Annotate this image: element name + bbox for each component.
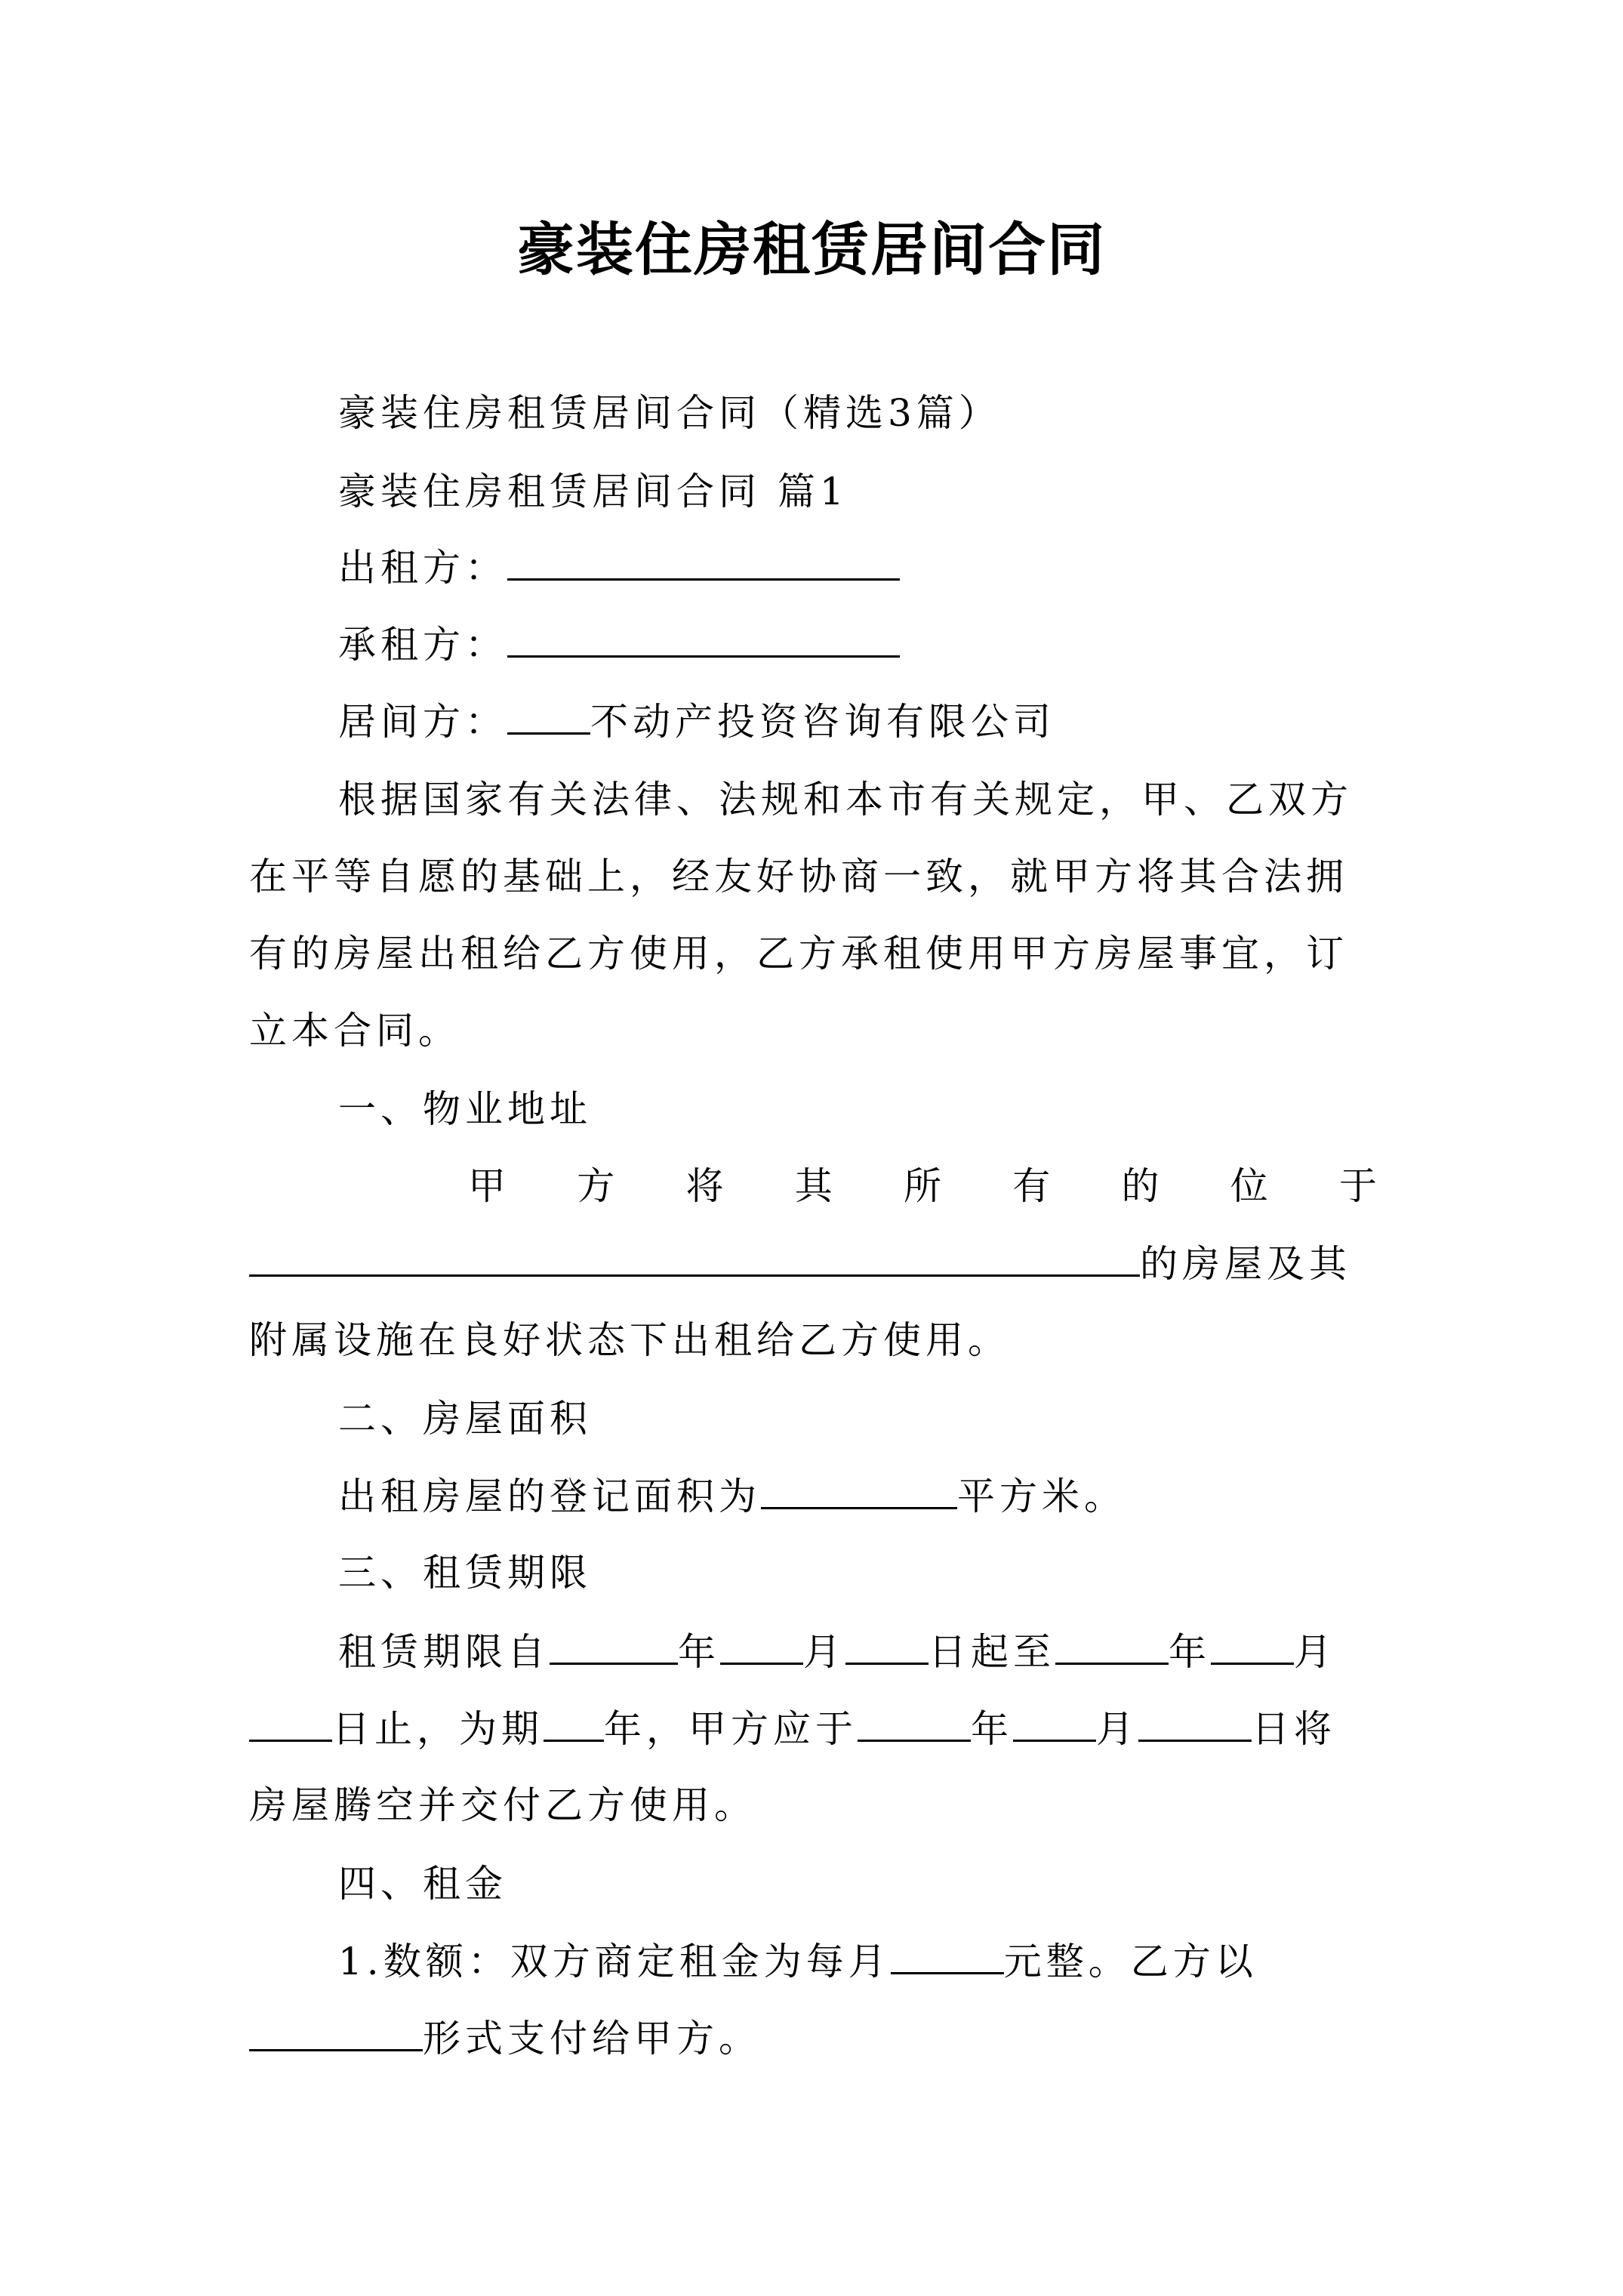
- blank: [249, 1702, 332, 1742]
- s1-char: 方: [577, 1164, 620, 1208]
- lessee-line: [338, 618, 1471, 670]
- lessor-label: 出租方：: [338, 546, 507, 590]
- preamble-line-2: 在平等自愿的基础上，经友好协商一致，就甲方将其合法拥: [249, 855, 1348, 898]
- section-1-line-2: [249, 1237, 1381, 1290]
- s1-char: 所: [904, 1164, 946, 1208]
- blank: [1138, 1702, 1252, 1742]
- s3-text: 年: [1169, 1630, 1211, 1674]
- lessor-line: [338, 541, 1471, 593]
- page-title: 豪装住房租赁居间合同: [517, 216, 1106, 283]
- section-3-line-3: 房屋腾空并交付乙方使用。: [249, 1783, 756, 1827]
- broker-name: 不动产投资咨询有限公司: [590, 700, 1055, 744]
- s1-char: 其: [794, 1164, 837, 1208]
- address-blank: [249, 1237, 1140, 1277]
- lessor-blank: [507, 541, 900, 581]
- section-3-line-1: [338, 1625, 1471, 1678]
- broker-label: 居间方：: [338, 700, 507, 744]
- section-1-line-1: [468, 1160, 1381, 1213]
- s1-char: 有: [1012, 1164, 1055, 1208]
- s2-prefix: 出租房屋的登记面积为: [338, 1475, 761, 1518]
- s4-text: 1.数额：双方商定租金为每月: [338, 1940, 891, 1983]
- blank: [858, 1702, 971, 1742]
- s1-char: 甲: [468, 1164, 510, 1208]
- blank: [845, 1625, 929, 1665]
- s1-char: 将: [685, 1164, 728, 1208]
- payment-form-blank: [249, 2011, 423, 2051]
- s3-text: 租赁期限自: [338, 1630, 550, 1674]
- section-1-line-3: 附属设施在良好状态下出租给乙方使用。: [249, 1318, 1010, 1362]
- blank: [720, 1625, 803, 1665]
- section-2-heading: 二、房屋面积: [338, 1397, 592, 1441]
- blank: [1055, 1625, 1169, 1665]
- blank: [550, 1625, 678, 1665]
- s1-char: 于: [1339, 1164, 1381, 1208]
- blank: [544, 1702, 604, 1742]
- s1-char: 位: [1230, 1164, 1273, 1208]
- part-heading: 豪装住房租赁居间合同 篇1: [338, 470, 848, 513]
- section-4-line-1: [338, 1934, 1471, 1987]
- s1-char: 的: [1121, 1164, 1164, 1208]
- s3-text: 月: [1096, 1707, 1138, 1751]
- preamble-line-4: 立本合同。: [249, 1009, 460, 1052]
- s4-text: 元整。乙方以: [1003, 1940, 1258, 1983]
- rent-blank: [891, 1934, 1004, 1974]
- lessee-blank: [507, 618, 900, 658]
- section-3-line-2: [249, 1702, 1381, 1755]
- s3-text: 月: [803, 1630, 845, 1674]
- s3-text: 年: [971, 1707, 1013, 1751]
- s3-text: 月: [1294, 1630, 1336, 1674]
- preamble-line-1: 根据国家有关法律、法规和本市有关规定，甲、乙双方: [338, 778, 1353, 821]
- s3-text: 日起至: [929, 1630, 1055, 1674]
- s3-text: 年，甲方应于: [604, 1707, 858, 1751]
- section-4-heading: 四、租金: [338, 1862, 507, 1906]
- s4-text: 形式支付给甲方。: [423, 2017, 761, 2060]
- section-4-line-2: [249, 2011, 1381, 2064]
- section-1-heading: 一、物业地址: [338, 1087, 592, 1131]
- section-3-heading: 三、租赁期限: [338, 1551, 592, 1595]
- s3-text: 年: [678, 1630, 720, 1674]
- lessee-label: 承租方：: [338, 623, 507, 667]
- preamble-line-3: 有的房屋出租给乙方使用，乙方承租使用甲方房屋事宜，订: [249, 932, 1348, 975]
- s1-l2-suffix: 的房屋及其: [1140, 1242, 1351, 1286]
- broker-line: [338, 695, 1471, 747]
- subtitle: 豪装住房租赁居间合同（精选3篇）: [338, 391, 1001, 435]
- s2-suffix: 平方米。: [957, 1475, 1126, 1518]
- blank: [1013, 1702, 1096, 1742]
- blank: [1211, 1625, 1294, 1665]
- area-blank: [761, 1469, 957, 1509]
- s3-text: 日将: [1252, 1707, 1336, 1751]
- section-2-line: [338, 1469, 1471, 1522]
- s3-text: 日止，为期: [332, 1707, 544, 1751]
- broker-blank: [507, 695, 590, 735]
